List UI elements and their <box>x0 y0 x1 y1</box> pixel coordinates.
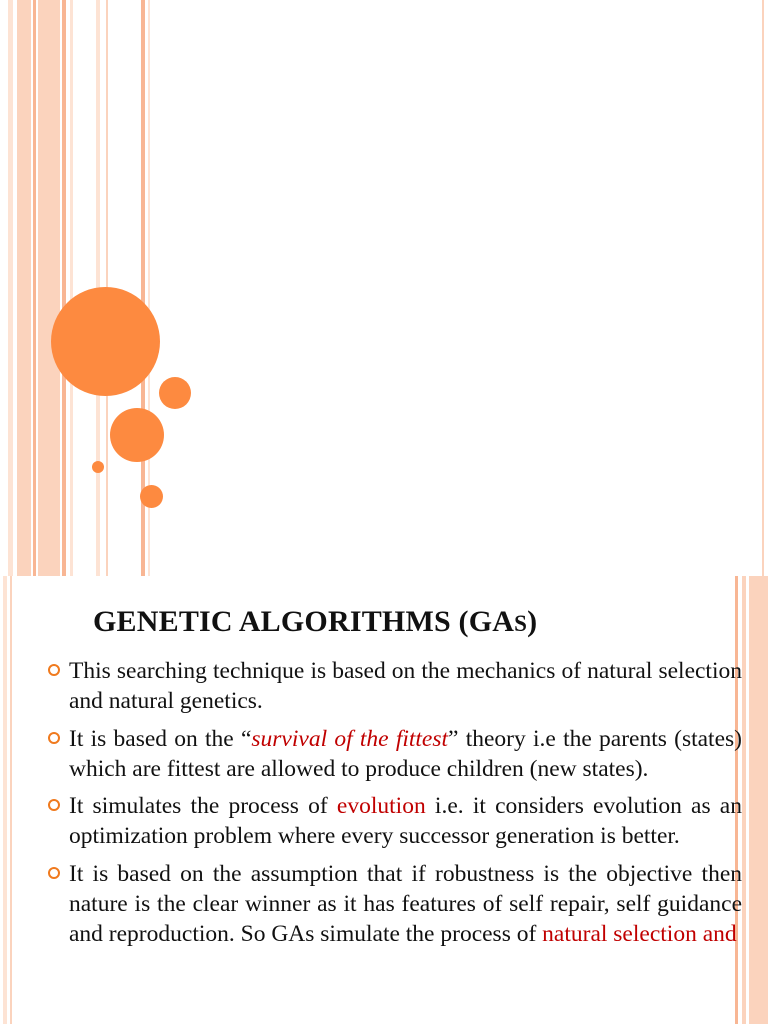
bullet-text <box>69 656 742 717</box>
title-end: ) <box>527 605 538 638</box>
decorative-circle-small <box>92 461 104 473</box>
decorative-stripe <box>62 0 66 576</box>
decorative-stripe <box>38 0 60 576</box>
decorative-stripe <box>742 576 746 1024</box>
bullet-text-plain: ” theory i.e the parents (states) which are fittest are allowed to produce children (new states). <box>69 725 742 782</box>
decorative-stripe <box>17 0 31 576</box>
decorative-circle-large <box>51 287 160 396</box>
bullet-highlight: survival of the fittest <box>251 725 449 752</box>
bullet-list <box>48 656 742 957</box>
bullet-item <box>48 656 742 717</box>
decorative-stripe <box>749 576 768 1024</box>
bullet-circle-icon <box>48 867 60 879</box>
bullet-item <box>48 791 742 852</box>
bullet-text-plain: It simulates the process of <box>69 793 337 820</box>
decorative-circle-medium <box>159 377 191 409</box>
bullet-text-plain: It is based on the “ <box>69 725 252 752</box>
bullet-text-plain: This searching technique is based on the mechanics of natural selection and natural genetics. <box>69 658 742 715</box>
bullet-highlight: evolution <box>336 793 426 820</box>
bullet-text <box>69 724 742 785</box>
decorative-stripe <box>10 576 12 1024</box>
title-small-caps: S <box>514 611 528 636</box>
title-main: GENETIC ALGORITHMS (GA <box>93 605 515 638</box>
decorative-stripe <box>70 0 73 576</box>
slide-2 <box>0 576 768 1024</box>
bullet-circle-icon <box>48 664 60 676</box>
bullet-item <box>48 859 742 950</box>
bullet-circle-icon <box>48 799 60 811</box>
decorative-stripe <box>762 0 764 576</box>
decorative-circle-small <box>140 485 163 508</box>
slide-title <box>93 605 537 639</box>
bullet-highlight: natural selection and <box>542 921 737 948</box>
decorative-stripe <box>3 576 7 1024</box>
decorative-stripe <box>8 0 13 576</box>
decorative-stripe <box>33 0 36 576</box>
bullet-text <box>69 791 742 852</box>
bullet-text-plain: It is based on the assumption that if robustness is the objective then nature is the clear winner as it has features of self repair, self guidance and reproduction. So GAs simulate the process of <box>69 860 742 948</box>
bullet-text-plain: i.e. it considers evolution as an optimization problem where every successor generation is better. <box>69 793 742 850</box>
decorative-circle-medium <box>110 408 164 462</box>
bullet-item <box>48 724 742 785</box>
bullet-circle-icon <box>48 732 60 744</box>
bullet-text <box>69 859 742 950</box>
